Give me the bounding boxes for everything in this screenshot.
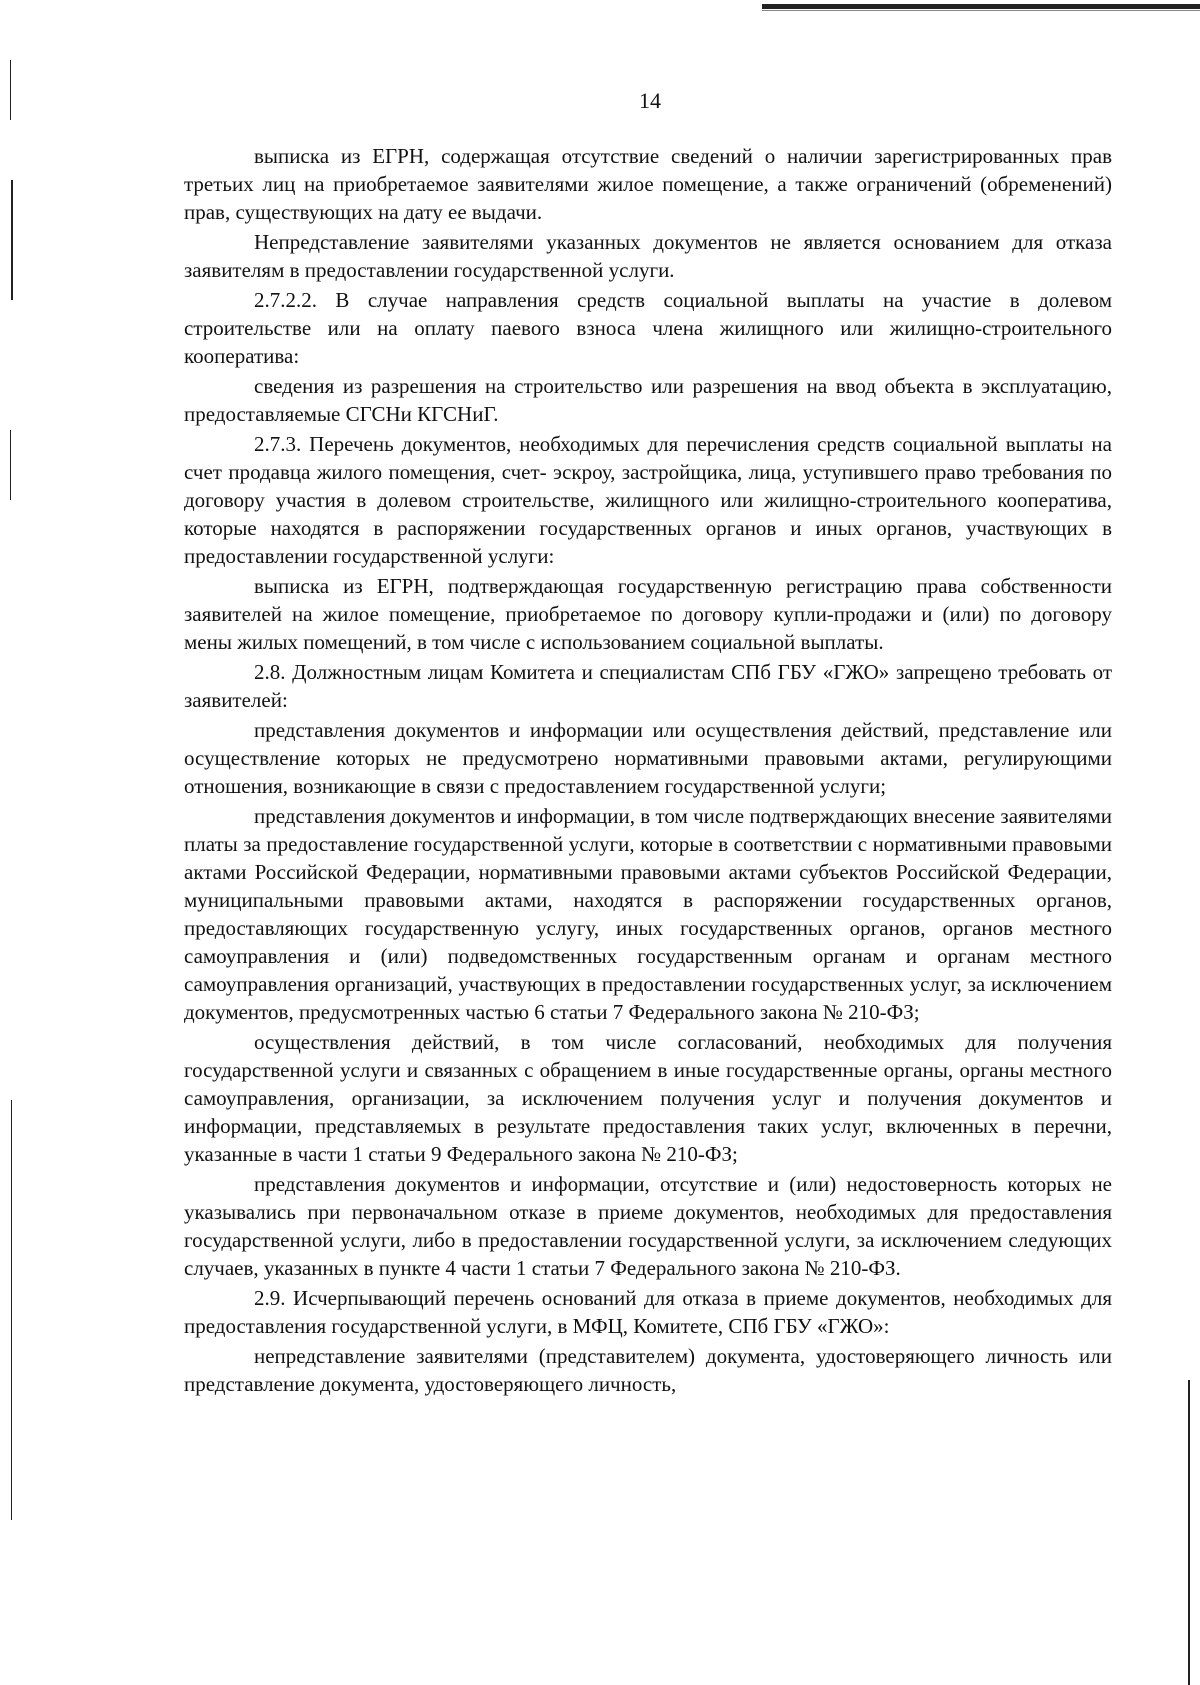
paragraph: осуществления действий, в том числе согласований, необходимых для получения государственной услуги и связанных с обращением в иные государственные органы, органы местного самоуправления, организации, за исключением получения услуг и получения документов и информации, представляемых в результате предоставления таких услуг, включенных в перечни, указанные в части 1 статьи 9 Федерального закона № 210-ФЗ; xyxy=(184,1030,1112,1166)
paragraph: 2.9. Исчерпывающий перечень оснований для отказа в приеме документов, необходимых для предоставления государственной услуги, в МФЦ, Комитете, СПб ГБУ «ГЖО»: xyxy=(184,1286,1112,1338)
scan-margin-mark xyxy=(11,180,13,300)
paragraph: выписка из ЕГРН, подтверждающая государственную регистрацию права собственности заявителей на жилое помещение, приобретаемое по договору купли-продажи и (или) по договору мены жилых помещений, в том числе с использованием социальной выплаты. xyxy=(184,574,1112,654)
scan-edge-line-thin xyxy=(762,10,1200,11)
paragraph: 2.8. Должностным лицам Комитета и специалистам СПб ГБУ «ГЖО» запрещено требовать от заявителей: xyxy=(184,660,1112,712)
paragraph: выписка из ЕГРН, содержащая отсутствие сведений о наличии зарегистрированных прав третьих лиц на приобретаемое заявителями жилое помещение, а также ограничений (обременений) прав, существующих на дату ее выдачи. xyxy=(184,144,1112,224)
paragraph: сведения из разрешения на строительство или разрешения на ввод объекта в эксплуатацию, предоставляемые СГСНи КГСНиГ. xyxy=(184,374,1112,426)
scan-edge-line xyxy=(762,4,1200,9)
document-body xyxy=(184,142,1112,1400)
paragraph: представления документов и информации, в том числе подтверждающих внесение заявителями платы за предоставление государственной услуги, которые в соответствии с нормативными правовыми актами Российской Федерации, нормативными правовыми актами субъектов Российской Федерации, муниципальными правовыми актами, находятся в распоряжении государственных органов, предоставляющих государственную услугу, иных государственных органов, органов местного самоуправления и (или) подведомственных государственным органам и органам местного самоуправления организаций, участвующих в предоставлении государственных услуг, за исключением документов, предусмотренных частью 6 статьи 7 Федерального закона № 210-ФЗ; xyxy=(184,804,1112,1024)
scan-margin-mark xyxy=(1188,1380,1190,1685)
paragraph: представления документов и информации или осуществления действий, представление или осуществление которых не предусмотрено нормативными правовыми актами, регулирующими отношения, возникающие в связи с предоставлением государственной услуги; xyxy=(184,718,1112,798)
paragraph: 2.7.3. Перечень документов, необходимых для перечисления средств социальной выплаты на счет продавца жилого помещения, счет- эскроу, застройщика, лица, уступившего право требования по договору участия в долевом строительстве, жилищного или жилищно-строительного кооператива, которые находятся в распоряжении государственных органов и иных органов, участвующих в предоставлении государственной услуги: xyxy=(184,432,1112,568)
paragraph: Непредставление заявителями указанных документов не является основанием для отказа заявителям в предоставлении государственной услуги. xyxy=(184,230,1112,282)
paragraph: 2.7.2.2. В случае направления средств социальной выплаты на участие в долевом строительстве или на оплату паевого взноса члена жилищного или жилищно-строительного кооператива: xyxy=(184,288,1112,368)
paragraph: представления документов и информации, отсутствие и (или) недостоверность которых не указывались при первоначальном отказе в приеме документов, необходимых для предоставления государственной услуги, либо в предоставлении государственной услуги, за исключением следующих случаев, указанных в пункте 4 части 1 статьи 7 Федерального закона № 210-ФЗ. xyxy=(184,1172,1112,1280)
scan-margin-mark xyxy=(10,430,11,500)
page-number: 14 xyxy=(639,88,661,113)
paragraph: непредставление заявителями (представителем) документа, удостоверяющего личность или представление документа, удостоверяющего личность, xyxy=(184,1344,1112,1396)
scan-margin-mark xyxy=(11,1100,12,1520)
